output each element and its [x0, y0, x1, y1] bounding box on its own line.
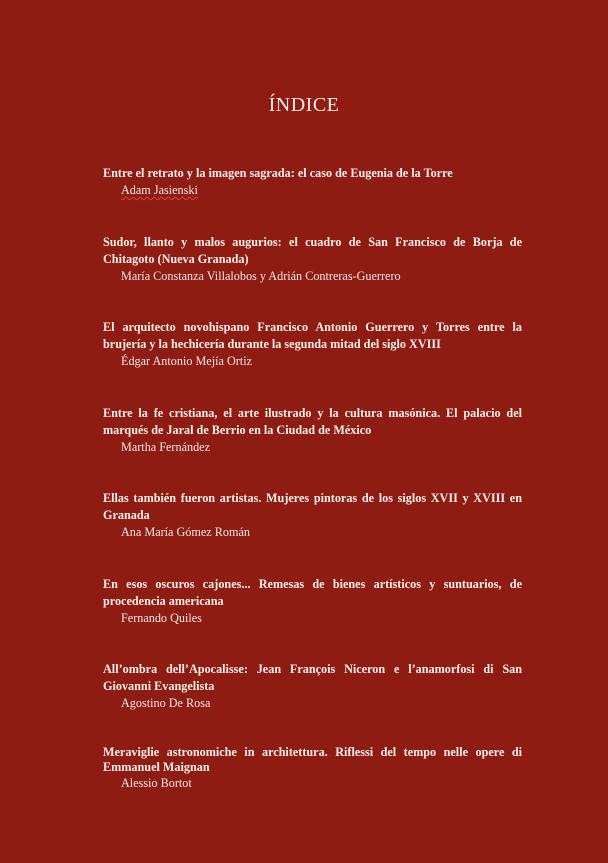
entry-author-name: Adam Jasienski [121, 183, 198, 197]
entry-title: Sudor, llanto y malos augurios: el cuadro de San Francisco de Borja de Chitagoto (Nueva Granada) [103, 235, 522, 266]
entry-author: Martha Fernández [121, 440, 210, 454]
entry-author: Fernando Quiles [121, 611, 202, 625]
entry-title: Entre la fe cristiana, el arte ilustrado y la cultura masónica. El palacio del marqués de Jaral de Berrio en la Ciudad de México [103, 406, 522, 437]
index-entry [103, 745, 522, 791]
index-entry [103, 319, 522, 370]
entry-author [103, 182, 522, 199]
entry-author: Ana María Gómez Román [121, 525, 250, 539]
index-entry [103, 490, 522, 541]
entry-title: El arquitecto novohispano Francisco Antonio Guerrero y Torres entre la brujería y la hechicería durante la segunda mitad del siglo XVIII [103, 320, 522, 351]
index-entry [103, 576, 522, 627]
page-title: ÍNDICE [268, 94, 340, 116]
entry-title: En esos oscuros cajones... Remesas de bienes artísticos y suntuarios, de procedencia americana [103, 577, 522, 608]
index-entry [103, 234, 522, 285]
index-entry [103, 405, 522, 456]
entry-author: Agostino De Rosa [121, 696, 211, 710]
index-entry [103, 165, 522, 199]
entry-title: Ellas también fueron artistas. Mujeres pintoras de los siglos XVII y XVIII en Granada [103, 491, 522, 522]
entry-title: All’ombra dell’Apocalisse: Jean François Niceron e l’anamorfosi di San Giovanni Evangelista [103, 662, 522, 693]
entry-title: Meraviglie astronomiche in architettura. Riflessi del tempo nelle opere di Emmanuel Maignan [103, 745, 522, 774]
index-entry [103, 661, 522, 712]
entry-author: María Constanza Villalobos y Adrián Contreras-Guerrero [121, 269, 401, 283]
entry-author: Édgar Antonio Mejía Ortiz [121, 354, 252, 368]
entry-author: Alessio Bortot [121, 776, 192, 790]
entry-title: Entre el retrato y la imagen sagrada: el caso de Eugenia de la Torre [103, 166, 453, 180]
